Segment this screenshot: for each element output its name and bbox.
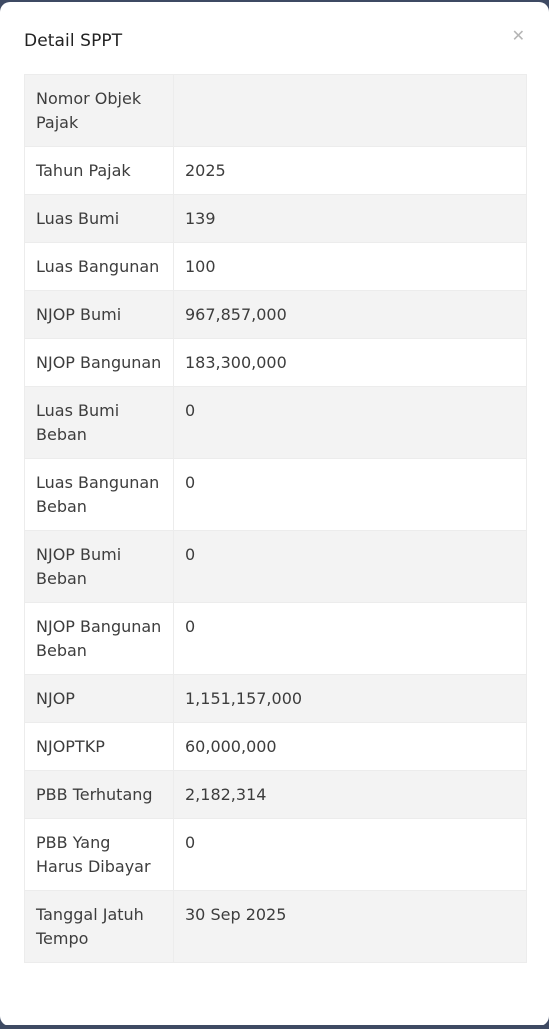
table-row xyxy=(25,459,526,531)
row-value: 183,300,000 xyxy=(174,339,527,387)
row-value: 0 xyxy=(174,819,527,891)
table-row xyxy=(25,531,526,603)
row-value: 0 xyxy=(174,531,527,603)
row-label: Luas Bumi Beban xyxy=(25,387,174,459)
row-value: 0 xyxy=(174,387,527,459)
row-label: Luas Bangunan xyxy=(25,243,174,291)
row-label: NJOP Bangunan Beban xyxy=(25,603,174,675)
table-row xyxy=(25,75,526,147)
modal-title: Detail SPPT xyxy=(24,31,123,51)
row-label: Luas Bangunan Beban xyxy=(25,459,174,531)
row-value: 967,857,000 xyxy=(174,291,527,339)
sppt-detail-table xyxy=(24,74,527,963)
row-label: Tahun Pajak xyxy=(25,147,174,195)
modal-header xyxy=(0,2,549,74)
row-value: 2025 xyxy=(174,147,527,195)
row-label: NJOP Bumi Beban xyxy=(25,531,174,603)
row-label: Tanggal Jatuh Tempo xyxy=(25,891,174,963)
table-row xyxy=(25,147,526,195)
table-row xyxy=(25,387,526,459)
table-row xyxy=(25,243,526,291)
row-value xyxy=(174,75,527,147)
backdrop xyxy=(0,1025,549,1029)
row-value: 0 xyxy=(174,603,527,675)
table-row xyxy=(25,291,526,339)
row-label: PBB Terhutang xyxy=(25,771,174,819)
row-label: NJOPTKP xyxy=(25,723,174,771)
row-label: NJOP Bumi xyxy=(25,291,174,339)
row-value: 60,000,000 xyxy=(174,723,527,771)
table-row xyxy=(25,723,526,771)
row-label: NJOP Bangunan xyxy=(25,339,174,387)
row-value: 0 xyxy=(174,459,527,531)
table-row xyxy=(25,339,526,387)
close-icon[interactable]: ✕ xyxy=(511,26,525,45)
row-label: Luas Bumi xyxy=(25,195,174,243)
row-value: 2,182,314 xyxy=(174,771,527,819)
row-value: 139 xyxy=(174,195,527,243)
row-label: PBB Yang Harus Dibayar xyxy=(25,819,174,891)
table-row xyxy=(25,603,526,675)
table-row xyxy=(25,675,526,723)
row-value: 100 xyxy=(174,243,527,291)
table-row xyxy=(25,195,526,243)
row-value: 30 Sep 2025 xyxy=(174,891,527,963)
row-label: Nomor Objek Pajak xyxy=(25,75,174,147)
table-row xyxy=(25,819,526,891)
row-value: 1,151,157,000 xyxy=(174,675,527,723)
detail-sppt-modal xyxy=(0,2,549,1026)
row-label: NJOP xyxy=(25,675,174,723)
table-row xyxy=(25,771,526,819)
table-row xyxy=(25,891,526,963)
